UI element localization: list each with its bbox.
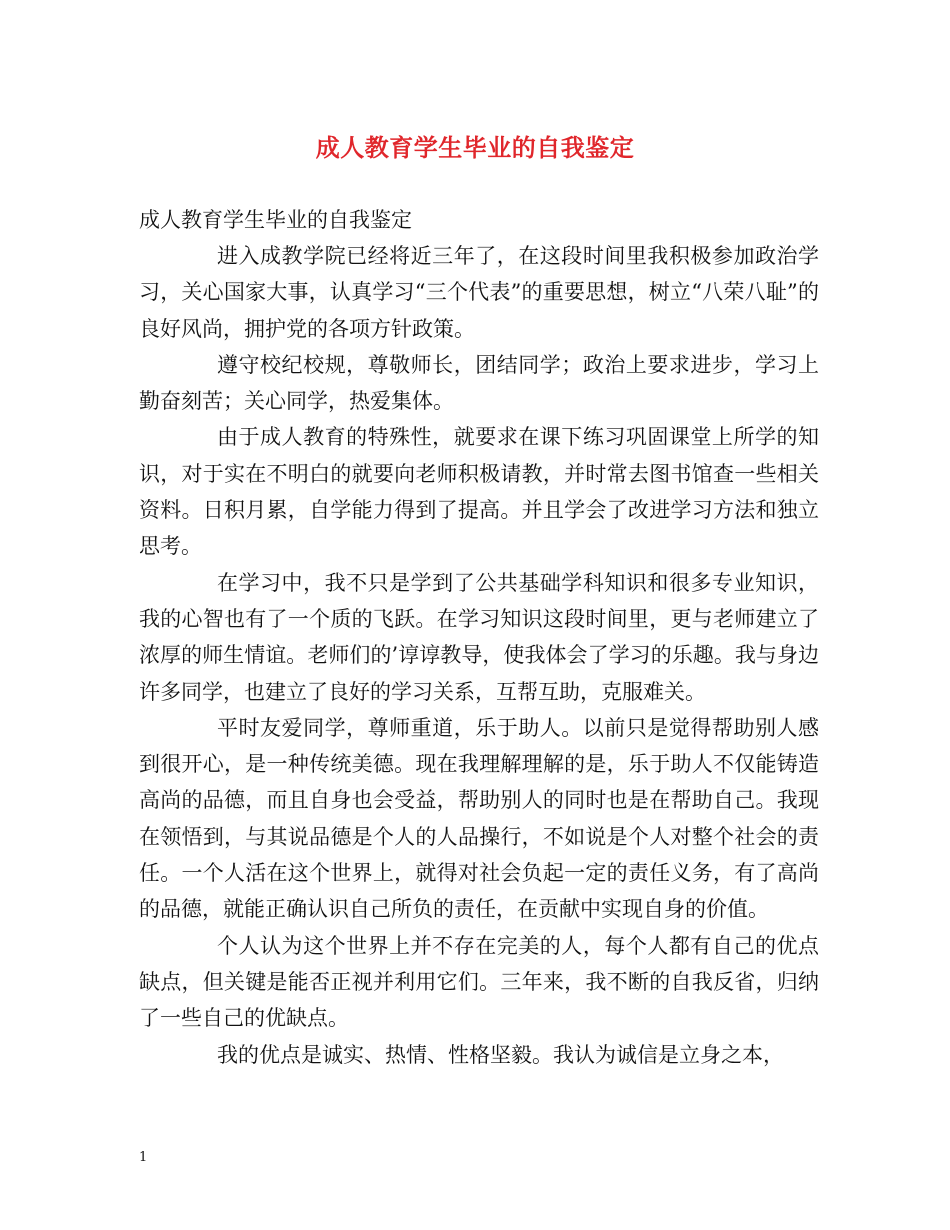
paragraph: 个人认为这个世界上并不存在完美的人，每个人都有自己的优点缺点，但关键是能否正视并利用它们。三年来，我不断的自我反省，归纳了一些自己的优缺点。 <box>139 933 819 1031</box>
document-title: 成人教育学生毕业的自我鉴定 <box>315 133 635 162</box>
paragraph: 进入成教学院已经将近三年了，在这段时间里我积极参加政治学习，关心国家大事，认真学习“三个代表”的重要思想，树立“八荣八耻”的良好风尚，拥护党的各项方针政策。 <box>139 244 819 341</box>
page-number: 1 <box>139 1150 148 1165</box>
paragraph: 由于成人教育的特殊性，就要求在课下练习巩固课堂上所学的知识，对于实在不明白的就要向老师积极请教，并时常去图书馆查一些相关资料。日积月累，自学能力得到了提高。并且学会了改进学习方法和独立思考。 <box>139 425 819 559</box>
paragraph: 平时友爱同学，尊师重道，乐于助人。以前只是觉得帮助别人感到很开心，是一种传统美德。现在我理解理解的是，乐于助人不仅能铸造高尚的品德，而且自身也会受益，帮助别人的同时也是在帮助自己。我现在领悟到，与其说品德是个人的人品操行，不如说是个人对整个社会的责任。一个人活在这个世界上，就得对社会负起一定的责任义务，有了高尚的品德，就能正确认识自己所负的责任，在贡献中实现自身的价值。 <box>139 715 819 922</box>
document-subtitle: 成人教育学生毕业的自我鉴定 <box>139 208 412 232</box>
document-body <box>139 202 819 1073</box>
paragraph: 我的优点是诚实、热情、性格坚毅。我认为诚信是立身之本， <box>217 1042 784 1067</box>
paragraph: 遵守校纪校规，尊敬师长，团结同学；政治上要求进步，学习上勤奋刻苦；关心同学，热爱集体。 <box>139 352 819 414</box>
paragraph: 在学习中，我不只是学到了公共基础学科知识和很多专业知识，我的心智也有了一个质的飞跃。在学习知识这段时间里，更与老师建立了浓厚的师生情谊。老师们的’谆谆教导，使我体会了学习的乐趣。我与身边许多同学，也建立了良好的学习关系，互帮互助，克服难关。 <box>139 570 819 704</box>
